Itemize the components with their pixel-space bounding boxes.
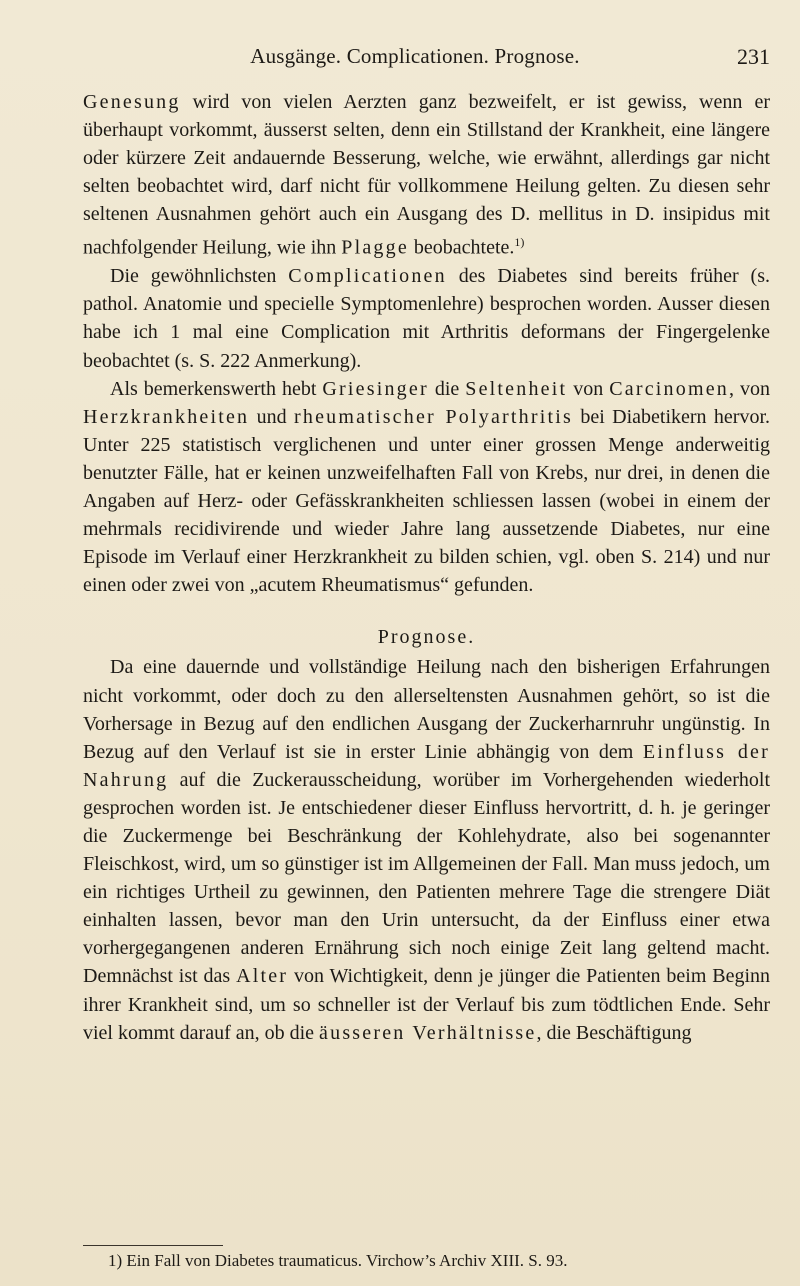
para1-tail: beobachtete.: [408, 237, 515, 260]
para3-mid2: von: [567, 377, 610, 400]
running-head: Ausgänge. Complicationen. Prognose.: [250, 44, 580, 68]
section-heading-prognose: Prognose.: [377, 626, 476, 649]
footnote: 1) Ein Fall von Diabetes traumaticus. Virchow’s Archiv XIII. S. 93.: [108, 1251, 568, 1270]
body-text: [83, 88, 770, 1047]
footnote-ref: 1): [514, 235, 525, 250]
name-griesinger: Griesinger: [322, 377, 429, 400]
para3-mid3: , von: [729, 377, 771, 400]
lead-word-genesung: Genesung: [83, 91, 181, 113]
para3-mid1: die: [428, 377, 466, 400]
term-complicationen: Complicationen: [288, 265, 447, 288]
paragraph-prognose: [83, 653, 770, 1046]
para3-pre: Als bemerkenswerth hebt: [110, 377, 323, 400]
term-polyarthritis: rheumatischer Polyarthritis: [294, 405, 573, 428]
paragraph-griesinger: [83, 375, 770, 600]
footnote-divider: [83, 1245, 223, 1246]
paragraph-complicationen: [83, 262, 770, 374]
paragraph-genesung: [83, 88, 770, 262]
term-seltenheit: Seltenheit: [465, 377, 568, 400]
para4-mid2: von Wichtigkeit, denn je jünger die Patienten beim Beginn ihrer Krankheit sind, um so schneller ist der Verlauf bis zum tödtlichen Ende. Sehr viel kommt darauf an, ob die: [83, 965, 771, 1044]
term-einfluss-der-nahrung: Einfluss der Nahrung: [83, 740, 770, 791]
term-carcinomen: Carcinomen: [609, 377, 729, 400]
para2-text: des Diabetes sind bereits früher (s. pathol. Anatomie und specielle Symptomenlehre) besprochen worden. Ausser diesen habe ich 1 mal eine Complication mit Arthritis deformans der Fingergelenke beobachtet (s. S. 222 Anmerkung).: [83, 265, 770, 372]
term-aeussere-verhaeltnisse: äusseren Verhältnisse: [319, 1021, 537, 1044]
para1-text: wird von vielen Aerzten ganz bezweifelt, er ist gewiss, wenn er überhaupt vorkommt, äusserst selten, denn ein Stillstand der Krankheit, eine längere oder kürzere Zeit andauernde Besserung, welche, wie erwähnt, allerdings gar nicht selten beobachtet wird, darf nicht für vollkommene Heilung gelten. Zu diesen sehr seltenen Ausnahmen gehört auch ein Ausgang des D. mellitus in D. insipidus mit nachfolgender Heilung, wie ihn: [83, 91, 770, 260]
term-herzkrankheiten: Herzkrankheiten: [83, 405, 250, 428]
para4-tail: , die Beschäftigung: [536, 1021, 692, 1044]
term-alter: Alter: [236, 965, 289, 988]
para4-mid1: auf die Zuckerausscheidung, worüber im Vorhergehenden wiederholt gesprochen worden ist. Je entschiedener dieser Einfluss hervortritt, d. h. je geringer die Zuckermenge bei Beschränkung der Kohlehydrate, also bei sogenannter Fleischkost, wird, um so günstiger ist im Allgemeinen der Fall. Man muss jedoch, um ein richtiges Urtheil zu gewinnen, den Patienten mehrere Tage die strengere Diät einhalten lassen, bevor man den Urin untersucht, da der Einfluss einer etwa vorhergegangenen anderen Ernährung sich noch einige Zeit lang geltend macht. Demnächst ist das: [83, 768, 770, 988]
page-header: [60, 44, 770, 78]
page-number: 231: [737, 44, 770, 69]
para4-pre: Da eine dauernde und vollständige Heilung nach den bisherigen Erfahrungen nicht vorkommt, oder doch zu den allerseltensten Ausnahmen gehört, so ist die Vorhersage in Bezug auf den endlichen Ausgang der Zuckerharnruhr ungünstig. In Bezug auf den Verlauf ist sie in erster Linie abhängig von dem: [83, 656, 770, 763]
para3-text: bei Diabetikern hervor. Unter 225 statistisch verglichenen und unter einer grossen Menge anderweitig benutzter Fälle, hat er keinen unzweifelhaften Fall von Krebs, nur drei, in denen die Angaben auf Herz- oder Gefässkrankheiten schliessen lassen (wobei in einem der mehrmals recidivirende und wieder Jahre lang aussetzende Diabetes, nur eine Episode im Verlauf einer Herzkrankheit zu bilden schien, vgl. oben S. 214) und nur einen oder zwei von „acutem Rheumatismus“ gefunden.: [83, 405, 771, 597]
name-plagge: Plagge: [341, 237, 409, 260]
para3-mid4: und: [249, 405, 295, 428]
para2-pre: Die gewöhnlichsten: [110, 265, 289, 288]
